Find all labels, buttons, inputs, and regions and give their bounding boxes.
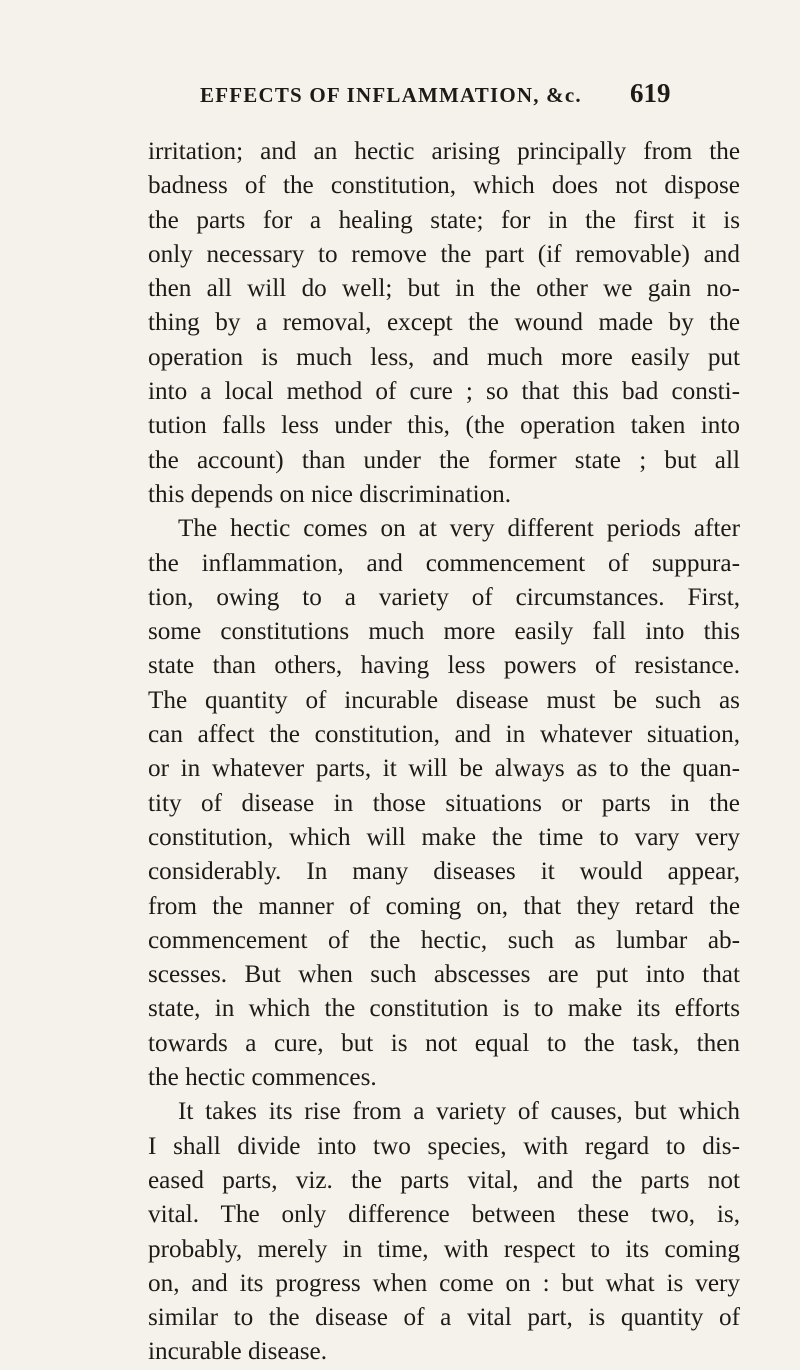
text-line: commencement of the hectic, such as lumbar ab- <box>148 926 740 954</box>
text-line: probably, merely in time, with respect to its coming <box>148 1235 740 1263</box>
body-text <box>148 135 740 1370</box>
text-line: or in whatever parts, it will be always as to the quan- <box>148 755 740 783</box>
text-line: badness of the constitution, which does not dispose <box>148 172 740 200</box>
text-line: on, and its progress when come on : but what is very <box>148 1269 740 1297</box>
text-line: the inflammation, and commencement of suppura- <box>148 549 740 577</box>
text-line: The quantity of incurable disease must be such as <box>148 686 740 714</box>
running-head: EFFECTS OF INFLAMMATION, &c. <box>200 83 582 107</box>
text-line: then all will do well; but in the other we gain no- <box>148 275 740 303</box>
text-line: tity of disease in those situations or parts in the <box>148 789 740 817</box>
text-line: eased parts, viz. the parts vital, and the parts not <box>148 1166 740 1194</box>
paragraph-start-line: It takes its rise from a variety of causes, but which <box>178 1098 740 1126</box>
text-line: incurable disease. <box>148 1338 328 1366</box>
text-line: only necessary to remove the part (if removable) and <box>148 240 740 268</box>
text-line: thing by a removal, except the wound made by the <box>148 309 740 337</box>
text-line: towards a cure, but is not equal to the task, then <box>148 1029 740 1057</box>
text-line: constitution, which will make the time to vary very <box>148 823 740 851</box>
text-line: the parts for a healing state; for in the first it is <box>148 206 740 234</box>
text-line: similar to the disease of a vital part, is quantity of <box>148 1304 740 1332</box>
text-line: operation is much less, and much more easily put <box>148 343 740 371</box>
page-number: 619 <box>630 78 671 108</box>
text-line: tion, owing to a variety of circumstances. First, <box>148 583 740 611</box>
text-line: tution falls less under this, (the operation taken into <box>148 412 740 440</box>
text-line: this depends on nice discrimination. <box>148 480 512 508</box>
text-line: considerably. In many diseases it would appear, <box>148 858 740 886</box>
text-line: I shall divide into two species, with regard to dis- <box>148 1132 740 1160</box>
text-line: into a local method of cure ; so that this bad consti- <box>148 378 740 406</box>
text-line: state, in which the constitution is to make its efforts <box>148 995 740 1023</box>
text-line: vital. The only difference between these two, is, <box>148 1201 740 1229</box>
text-line: state than others, having less powers of resistance. <box>148 652 740 680</box>
text-line: the hectic commences. <box>148 1064 377 1092</box>
text-line: some constitutions much more easily fall into this <box>148 618 740 646</box>
paragraph-start-line: The hectic comes on at very different periods after <box>178 515 740 543</box>
text-line: scesses. But when such abscesses are put into that <box>148 961 740 989</box>
text-line: can affect the constitution, and in whatever situation, <box>148 721 740 749</box>
text-line: irritation; and an hectic arising principally from the <box>148 138 740 165</box>
text-line: from the manner of coming on, that they retard the <box>148 892 740 920</box>
text-line: the account) than under the former state ; but all <box>148 446 740 474</box>
